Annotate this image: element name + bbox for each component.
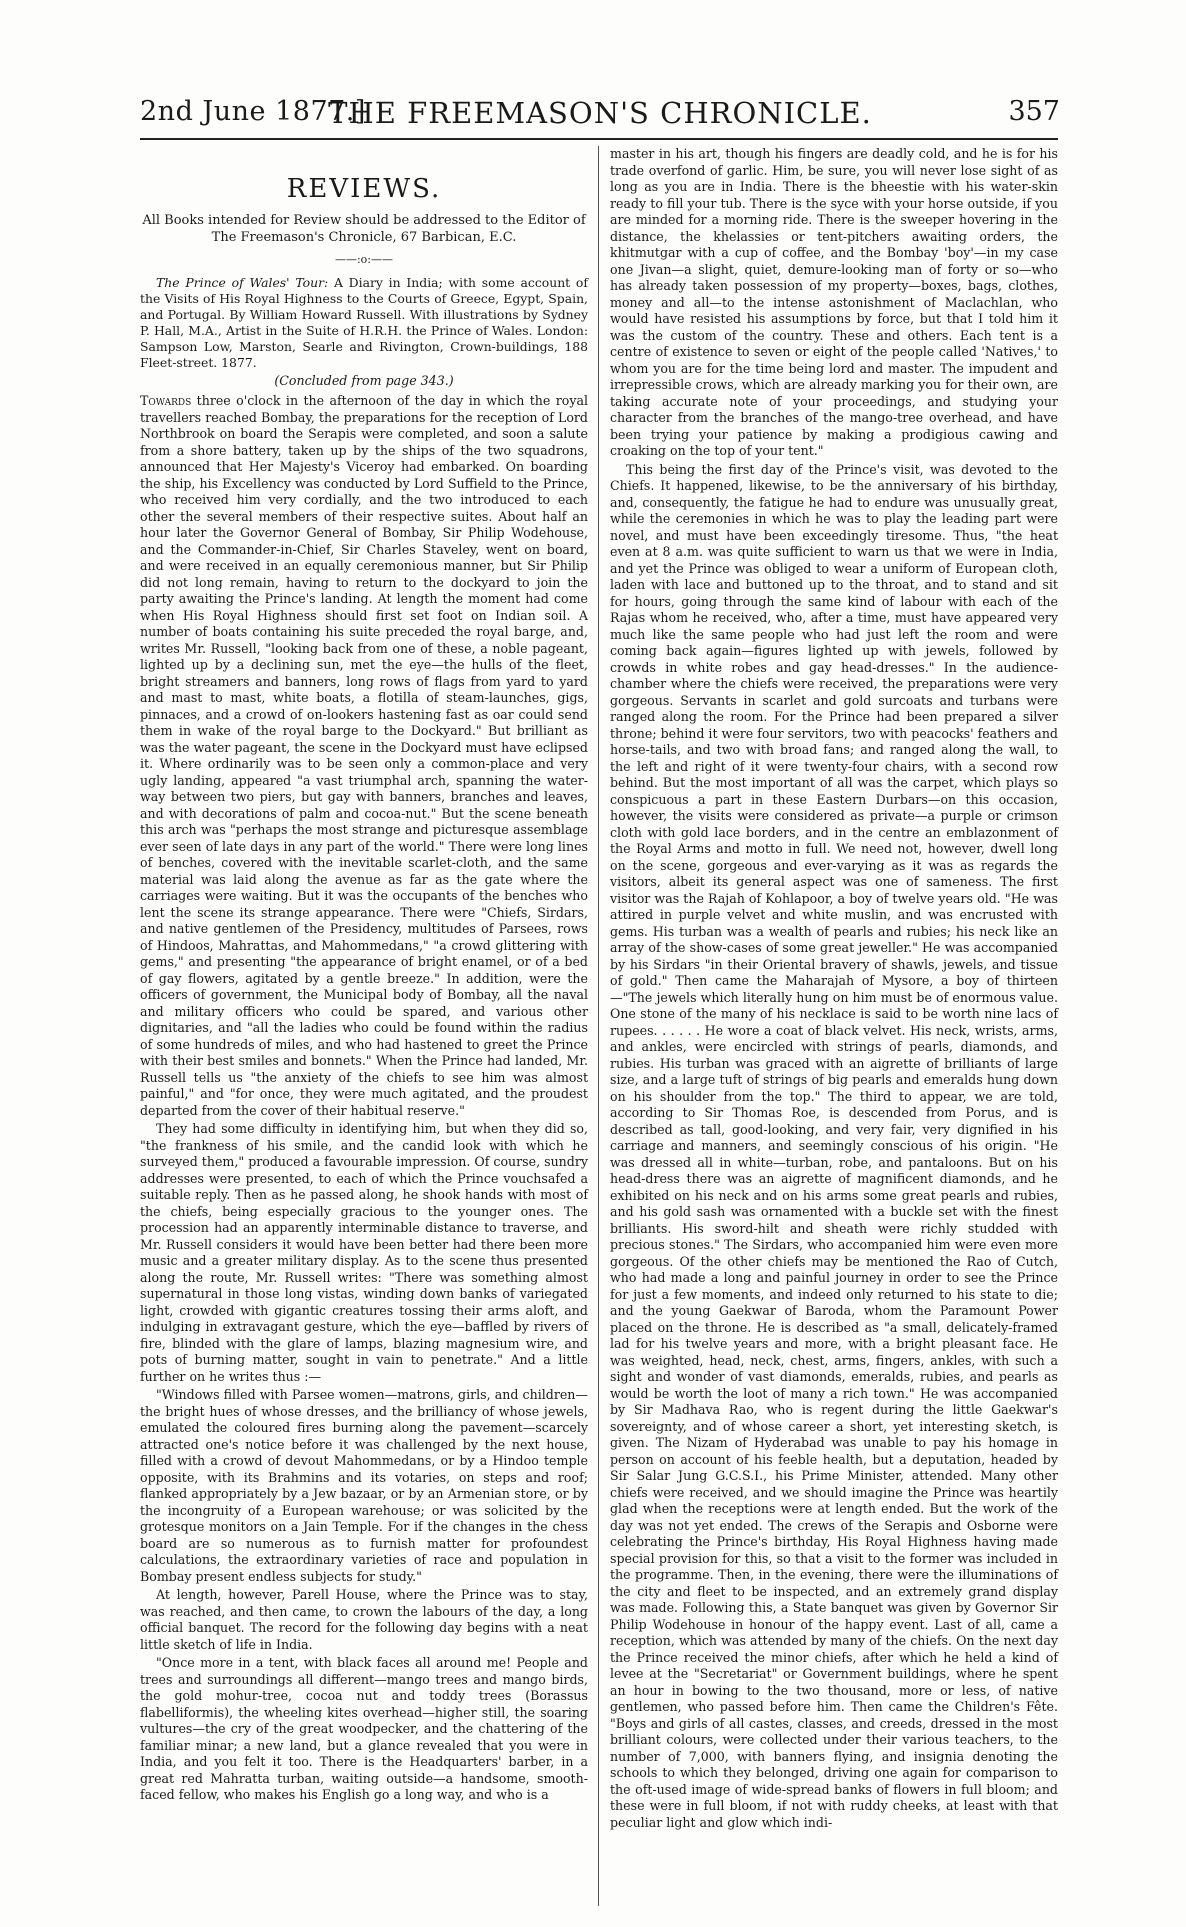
paragraph: This being the first day of the Prince's visit, was devoted to the Chiefs. It happened, likewise, to be the anniversary of his birthday, and, consequently, the fatigue he had to endure was unusually great, while the ceremonies in which he was to play the leading part were novel, and must have been exceedingly tiresome. Thus, "the heat even at 8 a.m. was quite sufficient to warn us that we were in India, and yet the Prince was obliged to wear a uniform of European cloth, laden with lace and buttoned up to the throat, and to stand and sit for hours, going through the same kind of labour with each of the Rajas whom he received, who, after a time, must have appeared very much like the same people who had just left the room and were coming back again—figures lighted up with jewels, followed by crowds in white robes and gay head-dresses." In the audience-chamber where the chiefs were received, the preparations were very gorgeous. Servants in scarlet and gold surcoats and turbans were ranged along the room. For the Prince had been prepared a silver throne; behind it were four servitors, two with peacocks' feathers and horse-tails, and two with broad fans; and ranged along the wall, to the left and right of it were twenty-four chairs, with a second row behind. But the most important of all was the carpet, which plays so conspicuous a part in these Eastern Durbars—on this occasion, however, the visits were considered as private—a purple or crimson cloth with gold lace borders, and in the centre an emblazonment of the Royal Arms and motto in full. We need not, however, dwell long on the scene, gorgeous and ever-varying as it was as regards the visitors, albeit its general aspect was one of sameness. The first visitor was the Rajah of Kohlapoor, a boy of twelve years old. "He was attired in purple velvet and white muslin, and was encrusted with gems. His turban was a wealth of pearls and rubies; his neck like an array of the show-cases of some great jeweller." He was accompanied by his Sirdars "in their Oriental bravery of shawls, jewels, and tissue of gold." Then came the Maharajah of Mysore, a boy of thirteen—"The jewels which literally hung on him must be of enormous value. One stone of the many of his necklace is said to be worth nine lacs of rupees. . . . . . He wore a coat of black velvet. His neck, wrists, arms, and ankles, were encircled with strings of pearls, diamonds, and rubies. His turban was graced with an aigrette of brilliants of large size, and a large tuft of strings of big pearls and emeralds hung down on his shoulder from the top." The third to appear, we are told, according to Sir Thomas Roe, is descended from Porus, and is described as tall, good-looking, and very fair, very dignified in his carriage and manners, and seemingly conscious of his origin. "He was dressed all in white—turban, robe, and pantaloons. But on his head-dress there was an aigrette of magnificent diamonds, and he exhibited on his neck and on his arms some great pearls and rubies, and his gold sash was ornamented with a buckle set with the finest brilliants. His sword-hilt and sheath were richly studded with precious stones." The Sirdars, who accompanied him were even more gorgeous. Of the other chiefs may be mentioned the Rao of Cutch, who had made a long and painful journey in order to see the Prince for just a few moments, and indeed only returned to his state to die; and the young Gaekwar of Baroda, whom the Paramount Power placed on the throne. He is described as "a small, delicately-framed lad for his twelve years and more, with a bright pleasant face. He was weighted, head, neck, chest, arms, fingers, ankles, with such a sight and wonder of vast diamonds, emeralds, rubies, and pearls as would be worth the loot of many a rich town." He was accompanied by Sir Madhava Rao, who is regent during the little Gaekwar's sovereignty, and of whose career a short, yet interesting sketch, is given. The Nizam of Hyderabad was unable to pay his homage in person on account of his feeble health, but a deputation, headed by Sir Salar Jung G.C.S.I., his Prime Minister, attended. Many other chiefs were received, and we should imagine the Prince was heartily glad when the receptions were at length ended. But the work of the day was not yet ended. The crews of the Serapis and Osborne were celebrating the Prince's birthday, His Royal Highness having made special provision for this, so that a visit to the former was included in the programme. Then, in the evening, there were the illuminations of the city and fleet to be inspected, and an extremely grand display was made. Following this, a State banquet was given by Governor Sir Philip Wodehouse in honour of the happy event. Last of all, came a reception, which was attended by many of the chiefs. On the next day the Prince received the minor chiefs, after which he held a kind of levee at the "Secretariat" or Government buildings, where he spent an hour in bowing to the two thousand, more or less, of native gentlemen, who passed before him. Then came the Children's Fête. "Boys and girls of all castes, classes, and creeds, dressed in the most brilliant colours, were collected under their various teachers, to the number of 7,000, with banners flying, and insignia denoting the schools to which they belonged, driving one again for comparison to the oft-used image of wide-spread banks of flowers in full bloom; and these were in full bloom, if not with ruddy cheeks, at least with that peculiar light and glow which indi- (610, 461, 1058, 1830)
book-description: A Diary in India; with some account of the Visits of His Royal Highness to the Courts of Greece, Egypt, Spain, and Portugal. By William Howard Russell. With illustrations by Sydney P. Hall, M.A., Artist in the Suite of H.R.H. the Prince of Wales. London: Sampson Low, Marston, Searle and Rivington, Crown-buildings, 188 Fleet-street. 1877. (140, 274, 588, 370)
quotation: "Windows filled with Parsee women—matrons, girls, and children—the bright hues of whose dresses, and the brilliancy of whose jewels, emulated the coloured fires burning along the pavement—scarcely attracted one's notice before it was challenged by the next house, filled with a crowd of devout Mahommedans, or by a Hindoo temple opposite, with its Brahmins and its votaries, on steps and roof; flanked appropriately by a Jew bazaar, or by an Armenian store, or by the incongruity of a European warehouse; or was solicited by the grotesque monitors on a Jain Temple. For if the changes in the chess board are so numerous as to furnish matter for profoundest calculations, the extraordinary varieties of race and population in Bombay present endless subjects for study." (140, 1387, 588, 1584)
review-notice: All Books intended for Review should be addressed to the Editor of The Freemason's Chronicle, 67 Barbican, E.C. (142, 213, 586, 245)
separator: ——:o:—— (334, 253, 394, 266)
paragraph: At length, however, Parell House, where the Prince was to stay, was reached, and then came, to crown the labours of the day, a long official banquet. The record for the following day begins with a neat little sketch of life in India. (140, 1587, 588, 1652)
paragraph: They had some difficulty in identifying him, but when they did so, "the frankness of his smile, and the candid look with which he surveyed them," produced a favourable impression. Of course, sundry addresses were presented, to each of which the Prince vouchsafed a suitable reply. Then as he passed along, he shook hands with most of the chiefs, being especially gracious to the younger ones. The procession had an apparently interminable distance to traverse, and Mr. Russell considers it would have been better had there been more music and a greater military display. As to the scene thus presented along the route, Mr. Russell writes: "There was something almost supernatural in those long vistas, winding down banks of variegated light, crowded with gigantic creatures tossing their arms aloft, and indulging in extravagant gesture, which the eye—baffled by rivers of fire, blinded with the glare of lamps, blazing magnesium wire, and pots of burning matter, sought in vain to penetrate." And a little further on he writes thus :— (140, 1121, 588, 1384)
quotation: "Once more in a tent, with black faces all around me! People and trees and surroundings all different—mango trees and mango birds, the gold mohur-tree, cocoa nut and toddy trees (Borassus flabelliformis), the wheeling kites overhead—higher still, the soaring vultures—the cry of the great woodpecker, and the chattering of the familiar minar; a new land, but a glance revealed that you were in India, and you felt it too. There is the Headquarters' barber, in a great red Mahratta turban, waiting outside—a handsome, smooth-faced fellow, who makes his English go a long way, and who is a (140, 1655, 588, 1802)
issue-date: 2nd June 1877.] (140, 96, 366, 127)
masthead-rule (140, 138, 1058, 140)
book-title: The Prince of Wales' Tour: (156, 274, 329, 290)
review-heading (140, 275, 588, 371)
paragraph-text: three o'clock in the afternoon of the day in which the royal travellers reached Bombay, the preparations for the reception of Lord Northbrook on board the Serapis were completed, and soon a salute from a shore battery, taken up by the ships of the two squadrons, announced that Her Majesty's Viceroy had embarked. On boarding the ship, his Excellency was conducted by Lord Suffield to the Prince, who received him very cordially, and the two introduced to each other the several members of their respective suites. About half an hour later the Governor General of Bombay, Sir Philip Wodehouse, and the Commander-in-Chief, Sir Charles Staveley, went on board, and were received in an equally ceremonious manner, but Sir Philip did not long remain, having to return to the dockyard to join the party awaiting the Prince's landing. At length the moment had come when His Royal Highness should first set foot on Indian soil. A number of boats containing his suite preceded the royal barge, and, writes Mr. Russell, "looking back from one of these, a noble pageant, lighted up by a declining sun, met the eye—the hulls of the fleet, bright streamers and banners, long rows of flags from yard to yard and mast to mast, white boats, a flotilla of steam-launches, gigs, pinnaces, and a crowd of on-lookers hastening fast as oar could send them in wake of the royal barge to the Dockyard." But brilliant as was the water pageant, the scene in the Dockyard must have eclipsed it. Where ordinarily was to be seen only a common-place and very ugly landing, appeared "a vast triumphal arch, spanning the water-way between two piers, but gay with banners, branches and leaves, and with decorations of palm and cocoa-nut." But the scene beneath this arch was "perhaps the most strange and picturesque assemblage ever seen of late days in any part of the world." There were long lines of benches, covered with the inevitable scarlet-cloth, and the same material was laid along the avenue as far as the gate where the carriages were waiting. But it was the occupants of the benches who lent the scene its strange appearance. There were "Chiefs, Sirdars, and native gentlemen of the Presidency, multitudes of Parsees, rows of Hindoos, Mahrattas, and Mahommedans," "a crowd glittering with gems," and presenting "the appearance of bright enamel, or of a bed of gay flowers, agitated by a gentle breeze." In addition, were the officers of government, the Municipal body of Bombay, all the naval and military officers who could be spared, and various other dignitaries, and "all the ladies who could be found within the radius of some hundreds of miles, and who had hastened to greet the Prince with their best smiles and bonnets." When the Prince had landed, Mr. Russell tells us "the anxiety of the chiefs to see him was almost painful," and "for once, they were much agitated, and the proudest departed from the cover of their habitual reserve." (140, 393, 588, 1118)
publication-title: THE FREEMASON'S CHRONICLE. (328, 96, 872, 130)
right-column (610, 146, 1058, 1833)
left-column (140, 146, 588, 1806)
continuation-note: (Concluded from page 343.) (274, 372, 454, 388)
lead-word: Towards (140, 393, 192, 408)
paragraph (140, 393, 588, 1119)
masthead (140, 96, 1060, 136)
column-divider (598, 146, 599, 1906)
quotation-continued: master in his art, though his fingers are deadly cold, and he is for his trade overfond of garlic. Him, be sure, you will never lose sight of as long as you are in India. There is the bheestie with his water-skin ready to fill your tub. There is the syce with your horse outside, if you are minded for a morning ride. There is the sweeper hovering in the distance, the khelassies or tent-pitchers awaiting orders, the khitmutgar with a cup of coffee, and the Bombay 'boy'—in my case one Jivan—a slight, quiet, demure-looking man of forty or so—who has already taken possession of my property—boxes, bags, clothes, money and all—to the intense astonishment of Maclachlan, who would have resisted his assumptions by force, but that I told him it was the custom of the country. These and others. Each tent is a centre of existence to seven or eight of the people called 'Natives,' to whom you are for the time being lord and master. The impudent and irrepressible crows, which are already marking you for their own, are taking accurate note of your proceedings, and studying your character from the branches of the mango-tree overhead, and have been trying your patience by making a prodigious cawing and croaking on the top of your tent." (610, 146, 1058, 458)
section-title: REVIEWS. (286, 174, 442, 204)
page-number: 357 (1008, 96, 1060, 127)
